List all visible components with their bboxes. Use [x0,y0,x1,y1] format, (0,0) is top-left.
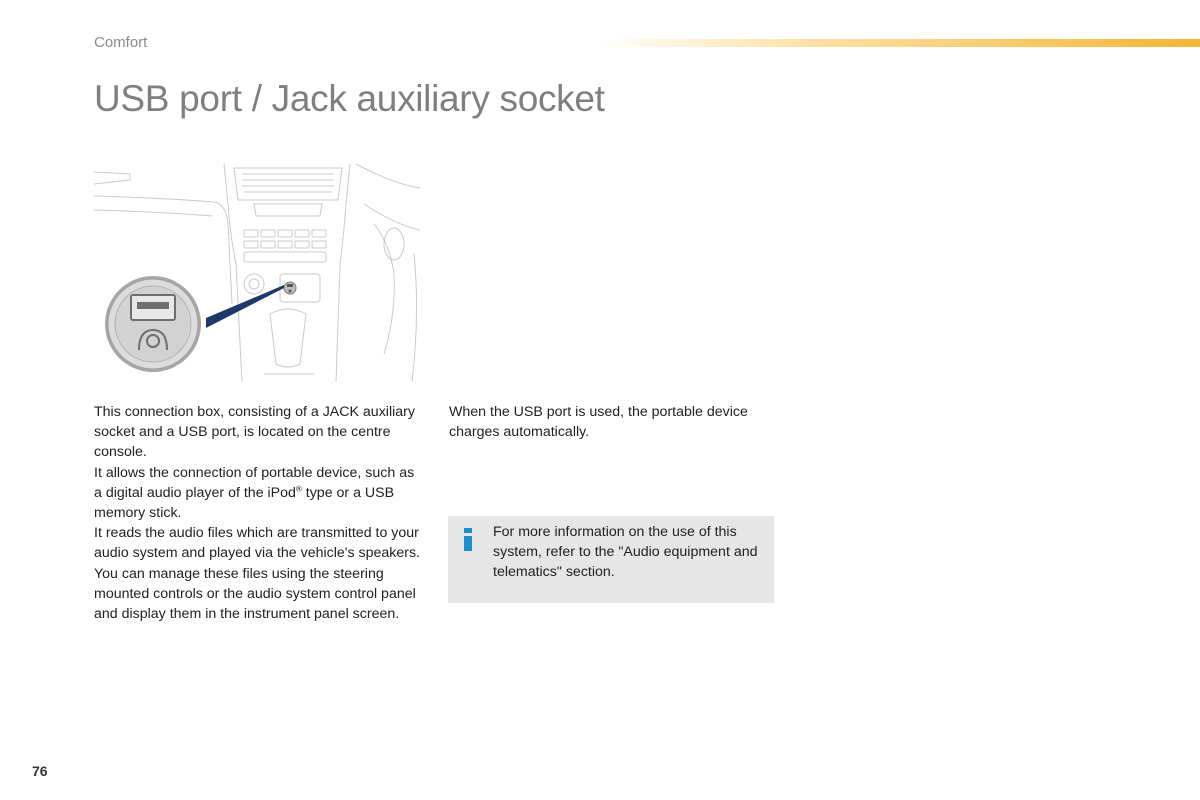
info-icon [464,528,472,551]
page-title: USB port / Jack auxiliary socket [94,78,605,119]
centre-console-illustration [94,164,420,382]
paragraph-audio-files: It reads the audio files which are transmitted to your audio system and played via the vehicle's speakers. [94,525,421,562]
usb-port-icon [131,295,175,320]
info-box [448,516,774,603]
page-number: 76 [32,763,48,779]
usb-charging-note: When the USB port is used, the portable device charges automatically. [449,404,748,441]
registered-mark: ® [295,484,302,494]
paragraph-location: This connection box, consisting of a JACK auxiliary socket and a USB port, is located on the centre console. [94,404,415,461]
header-accent-bar [600,39,1200,47]
paragraph-controls: You can manage these files using the steering mounted controls or the audio system control panel and display them in the instrument panel screen. [94,565,416,623]
info-text: For more information on the use of this system, refer to the "Audio equipment and telematics" section. [493,524,758,581]
main-text-column [94,402,424,624]
paragraph-devices-end: type or a USB memory stick. [94,484,395,522]
section-label: Comfort [94,34,148,51]
paragraph-devices-start: It allows the connection of portable device, such as a digital audio player of the iPod [94,464,415,501]
paragraph-devices [94,463,424,524]
